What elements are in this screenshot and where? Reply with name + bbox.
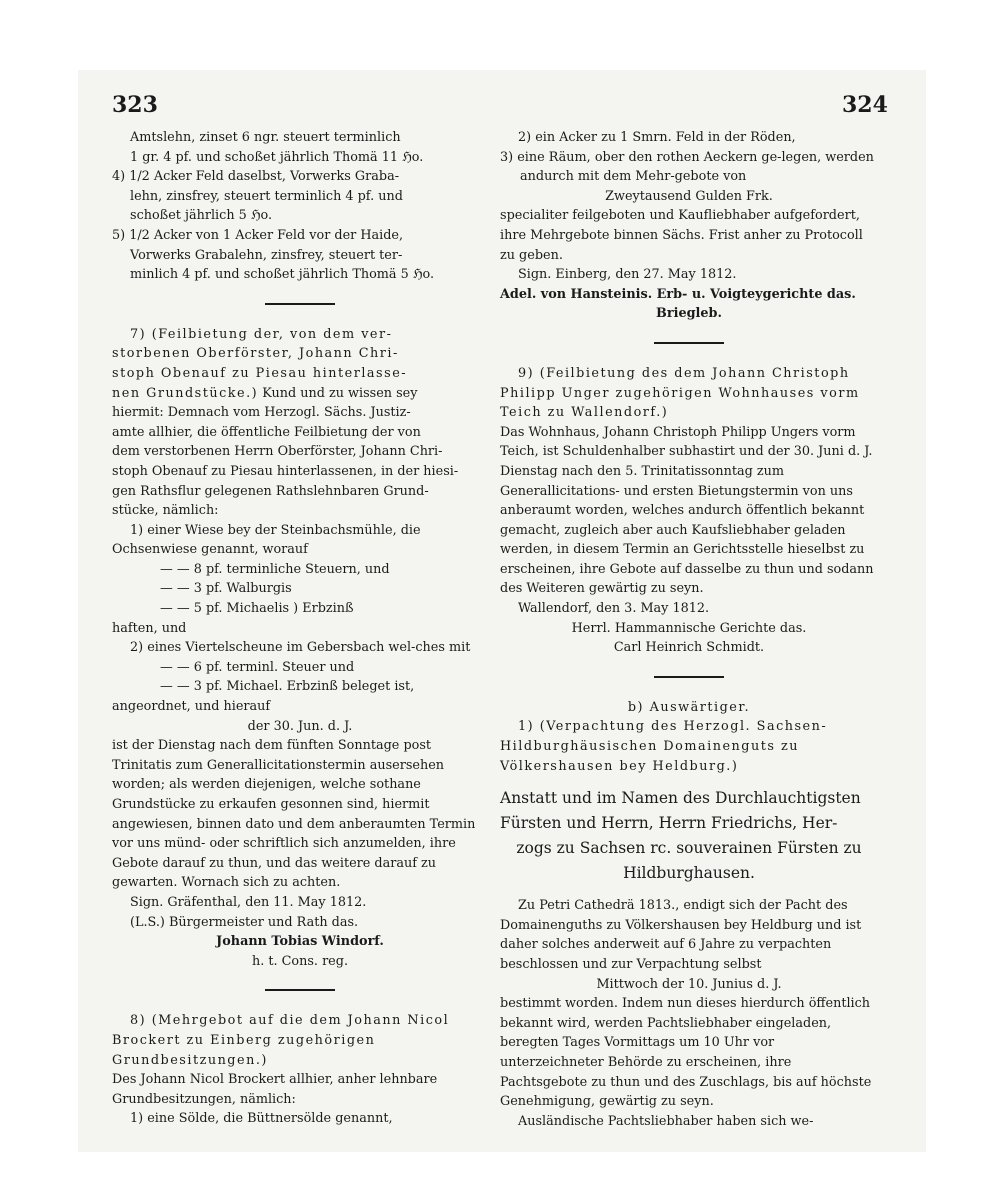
right-column <box>500 128 878 1131</box>
section-heading: b) Auswärtiger. <box>627 699 751 715</box>
signature-place-date: Sign. Einberg, den 27. May 1812. <box>518 267 737 283</box>
text-line: schoßet jährlich 5 ℌo. <box>130 208 273 224</box>
text-line: stücke, nämlich: <box>112 503 219 519</box>
text-line: amte allhier, die öffentliche Feilbietung der von <box>112 424 421 440</box>
notice-body: bestimmt worden. Indem nun dieses hierdurch öffentlich bekannt wird, werden Pachtsliebhaber eingeladen, beregten Tages Vormittags um 10 Uhr vor unterzeichneter Behörde zu erscheinen, ihre Pachtsgebote zu thun und des Zuschlags, bis auf höchste Genehmigung, gewärtig zu seyn. <box>500 996 872 1110</box>
bid-amount: Zweytausend Gulden Frk. <box>605 188 773 204</box>
term-date: der 30. Jun. d. J. <box>247 718 353 734</box>
notice-section-foreign <box>500 698 878 1132</box>
dues-line: — — 6 pf. terminl. Steuer und <box>160 659 355 675</box>
notice-body: Des Johann Nicol Brockert allhier, anher lehnbare Grundbesitzungen, nämlich: <box>112 1072 438 1107</box>
notice-title: 1) (Verpachtung des Herzogl. Sachsen-Hildburghäusischen Domainenguts zu Völkershausen bey Heldburg.) <box>500 719 828 774</box>
decree-line: Anstatt und im Namen des Durchlauchtigsten <box>500 789 861 808</box>
term-date: Mittwoch der 10. Junius d. J. <box>596 976 782 992</box>
signatory-role: h. t. Cons. reg. <box>251 953 349 969</box>
section-divider <box>654 342 724 344</box>
section-divider <box>654 676 724 678</box>
section-divider <box>265 303 335 305</box>
notice-title: 8) (Mehrgebot auf die dem Johann Nicol Brockert zu Einberg zugehörigen Grundbesitzungen.) <box>112 1013 450 1068</box>
court-line: Herrl. Hammannische Gerichte das. <box>571 620 807 636</box>
text-line: angeordnet, und hierauf <box>112 699 271 715</box>
notice-body: specialiter feilgeboten und Kaufliebhaber aufgefordert, ihre Mehrgebote binnen Sächs. Frist anher zu Protocoll zu geben. <box>500 208 863 263</box>
signatory-name: Carl Heinrich Schmidt. <box>613 640 765 656</box>
signature-place-date: Wallendorf, den 3. May 1812. <box>518 601 710 617</box>
notice-title: 9) (Feilbietung des dem Johann Christoph Philipp Unger zugehörigen Wohnhauses vorm Teich zu Wallendorf.) <box>500 365 860 421</box>
notice-title-line: stoph Obenauf zu Piesau hinterlasse- <box>112 365 408 381</box>
notice-body: Ausländische Pachtsliebhaber haben sich we- <box>518 1113 814 1129</box>
notice-body: Zu Petri Cathedrä 1813., endigt sich der Pacht des Domainenguths zu Völkershausen bey Heldburg und ist daher solches anderweit auf 6 Jahre zu verpachten beschlossen und zur Verpachtung selbst <box>500 898 862 972</box>
text-line: lehn, zinsfrey, steuert terminlich 4 pf. und <box>130 188 403 204</box>
dues-line: — — 8 pf. terminliche Steuern, und <box>160 561 390 577</box>
text-line: 1 gr. 4 pf. und schoßet jährlich Thomä 11 ℌo. <box>130 149 424 165</box>
text-line: haften, und <box>112 620 187 636</box>
seal-line: (L.S.) Bürgermeister und Rath das. <box>130 914 359 930</box>
text-line: Vorwerks Grabalehn, zinsfrey, steuert ter- <box>130 247 403 263</box>
notice-item-7 <box>112 325 488 972</box>
text-line: 4) 1/2 Acker Feld daselbst, Vorwerks Graba- <box>112 169 400 185</box>
section-divider <box>265 989 335 991</box>
list-item: 1) eine Sölde, die Büttnersölde genannt, <box>130 1111 393 1127</box>
text-line: dem verstorbenen Herrn Oberförster, Johann Chri- <box>112 444 443 460</box>
list-item: 3) eine Räum, ober den rothen Aeckern ge-legen, werden andurch mit dem Mehr-gebote von <box>500 149 874 185</box>
page-number-right: 324 <box>842 92 888 118</box>
notice-title-end: nen Grundstücke.) <box>112 385 259 401</box>
decree-line: zogs zu Sachsen rc. souverainen Fürsten zu <box>516 839 862 858</box>
signatory-name: Briegleb. <box>656 306 722 322</box>
list-item: 1) einer Wiese bey der Steinbachsmühle, die Ochsenwiese genannt, worauf <box>112 522 421 558</box>
notice-body: Das Wohnhaus, Johann Christoph Philipp Ungers vorm Teich, ist Schuldenhalber subhastirt und der 30. Juni d. J. Dienstag nach den 5. Trinitatissonntag zum Generallicitations- und ersten Bietungstermin von uns anberaumt worden, welches andurch öffentlich bekannt gemacht, zugleich aber auch Kaufsliebhaber geladen werden, in diesem Termin an Gerichtsstelle hieselbst zu erscheinen, ihre Gebote auf dasselbe zu thun und sodann des Weiteren gewärtig zu seyn. <box>500 424 874 597</box>
page-number-left: 323 <box>112 92 158 118</box>
text-line: Kund und zu wissen sey <box>262 385 418 401</box>
dues-line: — — 3 pf. Walburgis <box>160 581 292 597</box>
list-item: 2) ein Acker zu 1 Smrn. Feld in der Röden, <box>518 130 796 145</box>
dues-line: — — 5 pf. Michaelis ) Erbzinß <box>160 601 354 617</box>
decree-heading <box>500 786 878 886</box>
text-line: 5) 1/2 Acker von 1 Acker Feld vor der Haide, <box>112 227 404 243</box>
left-column <box>112 128 488 1129</box>
text-line: gen Rathsflur gelegenen Rathslehnbaren Grund- <box>112 483 429 499</box>
property-list-continued <box>112 128 488 285</box>
text-line: stoph Obenauf zu Piesau hinterlassenen, in der hiesi- <box>112 463 459 479</box>
decree-line: Hildburghausen. <box>623 864 755 883</box>
list-item: 2) eines Viertelscheune im Gebersbach wel-ches mit <box>130 640 471 656</box>
erbzins-label: Erbzinß <box>302 601 354 617</box>
dues-line: — — 3 pf. Michael. Erbzinß beleget ist, <box>160 679 415 695</box>
decree-line: Fürsten und Herrn, Herrn Friedrichs, Her- <box>500 814 838 833</box>
text-line: minlich 4 pf. und schoßet jährlich Thomä 5 ℌo. <box>130 267 435 283</box>
notice-title-line <box>112 384 488 404</box>
notice-title-line: storbenen Oberförster, Johann Chri- <box>112 346 399 362</box>
notice-item-8 <box>112 1011 488 1129</box>
text-line: hiermit: Demnach vom Herzogl. Sächs. Justiz- <box>112 405 411 421</box>
notice-item-9 <box>500 364 878 658</box>
signature-place-date: Sign. Gräfenthal, den 11. May 1812. <box>130 894 367 910</box>
notice-title-line: 7) (Feilbietung der, von dem ver- <box>130 326 393 342</box>
court-line: Adel. von Hansteinis. Erb- u. Voigteygerichte das. <box>500 286 856 302</box>
signatory-name: Johann Tobias Windorf. <box>216 934 384 950</box>
text-line: Amtslehn, zinset 6 ngr. steuert terminlich <box>130 130 401 145</box>
dues-text: — — 5 pf. Michaelis <box>160 601 290 617</box>
notice-body: ist der Dienstag nach dem fünften Sonntage post Trinitatis zum Generallicitationstermin ausersehen worden; als werden diejenigen, welche sothane Grundstücke zu erkaufen gesonnen sind, hiermit angewiesen, binnen dato und dem anberaumten Termin vor uns münd- oder schriftlich sich anzumelden, ihre Gebote darauf zu thun, und das weitere darauf zu gewarten. Wornach sich zu achten. <box>112 738 476 891</box>
notice-item-8-continued <box>500 128 878 324</box>
